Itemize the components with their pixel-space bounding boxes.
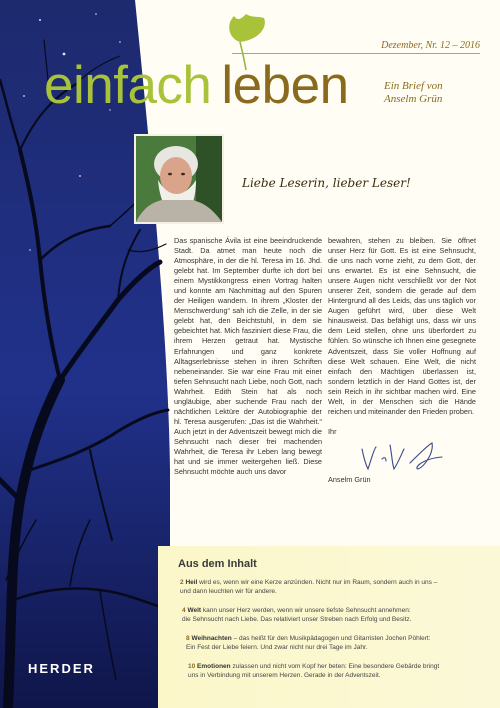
contents-item[interactable] bbox=[182, 606, 482, 624]
title-rule bbox=[232, 53, 480, 54]
contents-item-keyword: Heil bbox=[185, 579, 198, 586]
contents-item-text-2: die Sehnsucht nach Liebe. Das relativiert unser Streben nach Erfolg und Besitz. bbox=[182, 616, 412, 623]
letter-paragraph-2: bewahren, stehen zu bleiben. Sie öffnet unser Herz für Gott. Es ist eine Sehnsucht, die uns nach vorne zieht, zu dem Gott, der uns erwartet. Es ist eine Sehnsucht, die unsere Augen nicht verschließt vor der Not unserer Zeit, sondern die gerade auf dem Hintergrund all des Leids, das uns täglich vor Augen geführt wird, über diese Welt hinausweist. Das befähigt uns, dass wir uns dem Leid stellen, ohne uns überfordert zu fühlen. So wünsche ich Ihnen eine gesegnete Adventszeit, dass Sie voller Hoffnung auf diese Welt schauen. Eine Welt, die nicht einfach den Mächtigen überlassen ist, sondern letztlich in der Hand Gottes ist, der sein Reich in ihr sichtbar machen wird. Eine Welt, in der Menschen sich die Hände reichen und miteinander den Frieden proben. bbox=[328, 236, 476, 416]
letter-column-2 bbox=[328, 236, 476, 485]
masthead-title bbox=[44, 56, 349, 116]
contents-item-text: zulassen und nicht vom Kopf her beten: Eine besondere Gebärde bringt bbox=[232, 663, 440, 670]
handwritten-signature-icon bbox=[358, 439, 448, 473]
contents-item-text: wird es, wenn wir eine Kerze anzünden. Nicht nur im Raum, sondern auch in uns – bbox=[199, 579, 438, 586]
contents-item-keyword: Weihnachten bbox=[191, 635, 232, 642]
subtitle-line-1: Ein Brief von bbox=[384, 80, 443, 92]
contents-item-keyword: Welt bbox=[187, 607, 202, 614]
letter-column-1 bbox=[174, 236, 322, 477]
contents-item-text-2: und dann leuchten wir für andere. bbox=[180, 588, 277, 595]
contents-item-text: kann unser Herz werden, wenn wir unsere tiefste Sehnsucht annehmen: bbox=[202, 607, 411, 614]
title-word-leben: leben bbox=[221, 56, 349, 115]
contents-item-page: 2 bbox=[180, 579, 184, 586]
masthead-subtitle bbox=[384, 80, 443, 106]
contents-item-text-2: uns in Verbindung mit unserem Herzen. Gerade in der Adventszeit. bbox=[188, 672, 381, 679]
contents-heading: Aus dem Inhalt bbox=[178, 558, 257, 570]
publisher-logo: HERDER bbox=[28, 661, 95, 676]
title-word-einfach: einfach bbox=[44, 56, 212, 115]
contents-panel bbox=[158, 546, 500, 708]
contents-item[interactable] bbox=[188, 662, 488, 680]
contents-item-page: 4 bbox=[182, 607, 186, 614]
contents-item-keyword: Emotionen bbox=[197, 663, 231, 670]
contents-item[interactable] bbox=[180, 578, 480, 596]
letter-author: Anselm Grün bbox=[328, 474, 371, 484]
contents-item-page: 8 bbox=[186, 635, 190, 642]
contents-item-text-2: Ein Fest der Liebe feiern. Und zwar nicht nur drei Tage im Jahr. bbox=[186, 644, 368, 651]
subtitle-line-2: Anselm Grün bbox=[384, 93, 443, 105]
letter-paragraph-1: Das spanische Ávila ist eine beeindruckende Stadt. Da atmet man heute noch die Atmosphäre, in der die hl. Teresa im 16. Jhd. gelebt hat. Im September durfte ich dort bei einem Mystikkongress einen Vortrag halten und konnte am Nachmittag auf den Spuren der Heiligen wandern. In ihrem „Kloster der Menschwerdung“ sah ich die Zelle, in der sie gelebt hat, den Beichtstuhl, in dem sie gebeichtet hat. Mich fasziniert diese Frau, die ihrem Herzen getraut hat. Mystische Erfahrungen und ganz konkrete Alltagserlebnisse stehen in ihren Schriften nebeneinander. Sie war eine Frau mit einer tiefen Sehnsucht nach Liebe, noch Gott, nach Wahrheit. Edith Stein hat als noch ungläubige, aber suchende Frau nach der nächtlichen Lektüre der Autobiographie der hl. Teresa ausgerufen: „Das ist die Wahrheit.“ Auch jetzt in der Adventszeit bewegt mich die Sehnsucht nach dieser frei machenden Wahrheit, die Teresa ihr Leben lang bewegt hat und sie immer weitergehen ließ. Diese Sehnsucht möchte auch uns davor bbox=[174, 236, 322, 477]
letter-closing: Ihr bbox=[328, 426, 337, 436]
issue-date: Dezember, Nr. 12 – 2016 bbox=[381, 40, 480, 51]
author-portrait-photo bbox=[134, 134, 224, 224]
contents-item[interactable] bbox=[186, 634, 486, 652]
letter-greeting: Liebe Leserin, lieber Leser! bbox=[242, 176, 411, 190]
contents-item-page: 10 bbox=[188, 663, 196, 670]
contents-item-text: – das heißt für den Musikpädagogen und Gitarristen Jochen Pöhlert: bbox=[233, 635, 431, 642]
